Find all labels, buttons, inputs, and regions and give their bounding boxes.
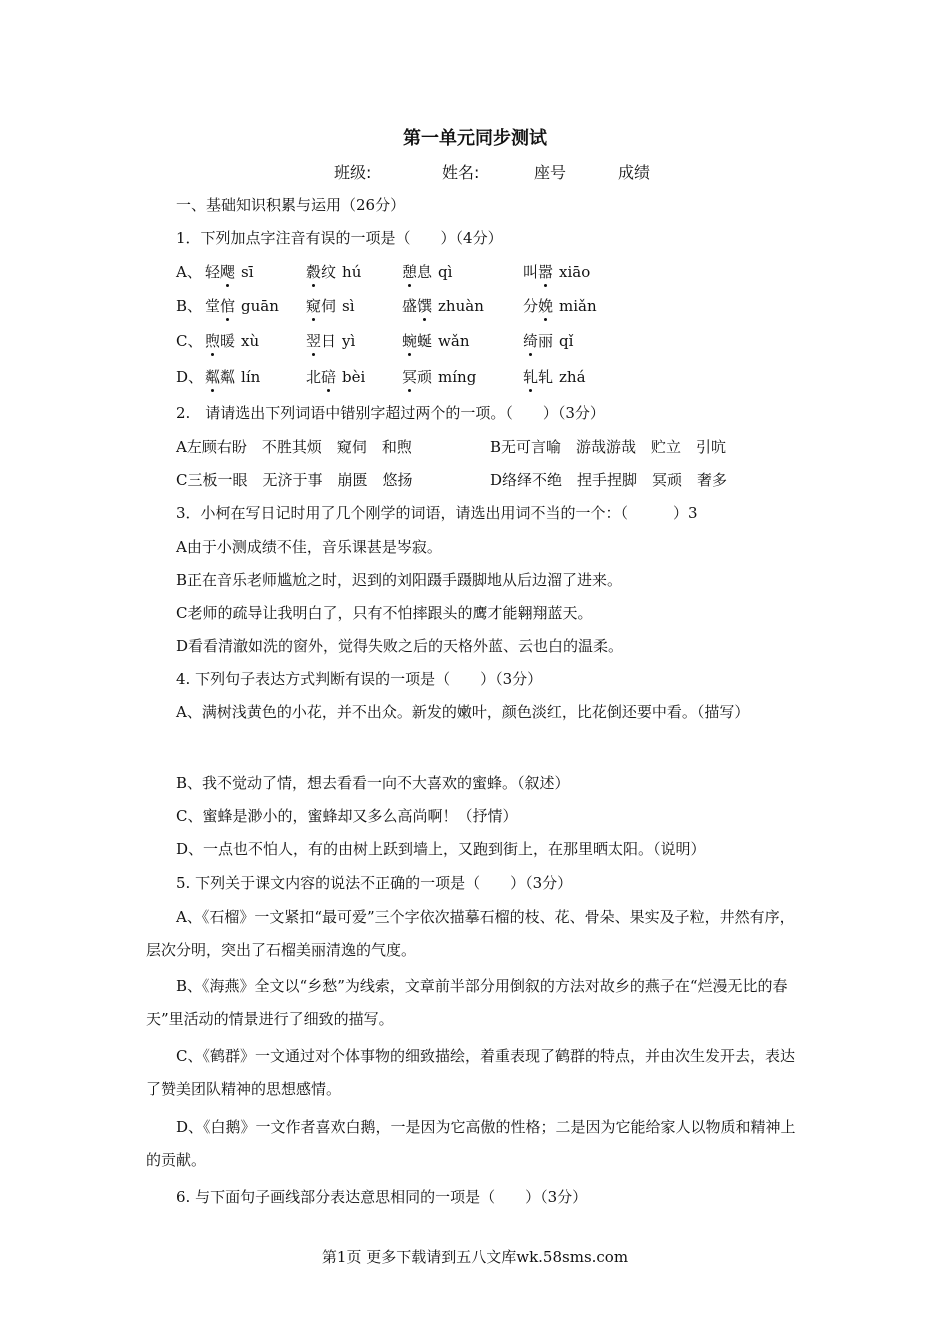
question-5-option-d-text: D、《白鹅》一文作者喜欢白鹅，一是因为它高傲的性格；二是因为它能给家人以物质和精神上的贡献。: [146, 1118, 796, 1169]
question-5-option-b-text: B、《海燕》全文以“乡愁”为线索，文章前半部分用倒叙的方法对故乡的燕子在“烂漫无比的春天”里活动的情景进行了细致的描写。: [146, 977, 788, 1028]
question-1-word: [306, 296, 355, 316]
word-prefix: 轻: [205, 263, 221, 281]
question-4-stem: 4. 下列句子表达方式判断有误的一项是（ ）（3分）: [176, 670, 543, 688]
question-2-option-a: A左顾右盼 不胜其烦 窥伺 和煦: [176, 438, 412, 456]
question-1-word: [523, 367, 586, 387]
dotted-character: 窥: [306, 297, 322, 315]
dotted-character: 轧: [523, 368, 539, 386]
dotted-character: 碚: [321, 368, 337, 386]
dotted-character: 馔: [417, 297, 433, 315]
word-suffix: 顽: [417, 368, 433, 386]
question-1-word: [402, 331, 469, 351]
question-5-stem: 5. 下列关于课文内容的说法不正确的一项是（ ）（3分）: [176, 874, 573, 892]
pinyin: yì: [342, 332, 356, 350]
name-label: 姓名:: [442, 163, 480, 182]
question-3-option-a: A由于小测成绩不佳，音乐课甚是岑寂。: [176, 538, 442, 556]
seat-label: 座号: [534, 163, 567, 182]
question-5-option-c: [146, 1040, 808, 1106]
section-heading: 一、基础知识积累与运用（26分）: [176, 196, 406, 214]
question-2-stem: 2. 请请选出下列词语中错别字超过两个的一项。（ ）（3分）: [176, 404, 605, 422]
word-suffix: 暖: [220, 332, 236, 350]
word-suffix: 息: [417, 263, 433, 281]
question-1-option-label: A、: [176, 263, 202, 281]
pinyin: hú: [342, 263, 362, 281]
question-2-option-b: B无可言喻 游哉游哉 贮立 引吭: [490, 438, 727, 456]
question-2-option-d: D络绎不绝 捏手捏脚 冥顽 奢多: [490, 471, 728, 489]
word-suffix: 伺: [321, 297, 337, 315]
word-suffix: 粼: [220, 368, 236, 386]
question-1-word: [402, 262, 452, 282]
question-6-stem: 6. 与下面句子画线部分表达意思相同的一项是（ ）（3分）: [176, 1188, 588, 1206]
question-1-word: [402, 367, 476, 387]
word-suffix: 日: [321, 332, 337, 350]
pinyin: zhuàn: [438, 297, 484, 315]
question-1-word: [306, 367, 365, 387]
word-suffix: 纹: [321, 263, 337, 281]
dotted-character: 煦: [205, 332, 221, 350]
word-prefix: 堂: [205, 297, 221, 315]
question-1-word: [205, 296, 279, 316]
pinyin: sì: [342, 297, 355, 315]
question-1-word: [205, 367, 260, 387]
pinyin: lín: [241, 368, 261, 386]
question-1-word: [306, 331, 355, 351]
word-prefix: 北: [306, 368, 322, 386]
question-1-word: [205, 262, 254, 282]
pinyin: míng: [438, 368, 477, 386]
dotted-character: 嚣: [538, 263, 554, 281]
pinyin: miǎn: [559, 297, 597, 315]
dotted-character: 娩: [538, 297, 554, 315]
dotted-character: 粼: [205, 368, 221, 386]
question-5-option-c-text: C、《鹤群》一文通过对个体事物的细致描绘，着重表现了鹤群的特点，并由次生发开去，表达了赞美团队精神的思想感情。: [146, 1047, 795, 1098]
word-prefix: 叫: [523, 263, 539, 281]
question-1-stem: 1．下列加点字注音有误的一项是（ ）（4分）: [176, 229, 503, 247]
pinyin: zhá: [559, 368, 586, 386]
dotted-character: 飔: [220, 263, 236, 281]
question-3-option-b: B正在音乐老师尴尬之时，迟到的刘阳蹑手蹑脚地从后边溜了进来。: [176, 571, 623, 589]
question-3-stem: 3．小柯在写日记时用了几个刚学的词语，请选出用词不当的一个：（ ）3: [176, 504, 698, 522]
pinyin: bèi: [342, 368, 366, 386]
class-label: 班级:: [334, 163, 372, 182]
score-label: 成绩: [618, 163, 651, 182]
dotted-character: 冥: [402, 368, 418, 386]
dotted-character: 縠: [306, 263, 322, 281]
pinyin: xiāo: [559, 263, 591, 281]
question-5-option-d: [146, 1111, 808, 1177]
question-1-word: [402, 296, 484, 316]
word-suffix: 丽: [538, 332, 554, 350]
pinyin: qì: [438, 263, 453, 281]
dotted-character: 憩: [402, 263, 418, 281]
pinyin: guān: [241, 297, 279, 315]
question-3-option-c: C老师的疏导让我明白了，只有不怕摔跟头的鹰才能翱翔蓝天。: [176, 604, 593, 622]
question-5-option-a: [146, 901, 808, 967]
pinyin: xù: [241, 332, 260, 350]
question-2-option-c: C三板一眼 无济于事 崩匮 悠扬: [176, 471, 413, 489]
question-4-option-b: B、我不觉动了情，想去看看一向不大喜欢的蜜蜂。（叙述）: [176, 774, 570, 792]
dotted-character: 翌: [306, 332, 322, 350]
question-1-word: [306, 262, 361, 282]
question-1-word: [523, 262, 590, 282]
question-5-option-b: [146, 970, 808, 1036]
word-suffix: 蜒: [417, 332, 433, 350]
word-suffix: 轧: [538, 368, 554, 386]
page-footer: 第1页 更多下载请到五八文库wk.58sms.com: [321, 1248, 629, 1266]
page-title: 第一单元同步测试: [403, 128, 547, 149]
question-1-word: [523, 296, 597, 316]
word-prefix: 分: [523, 297, 539, 315]
pinyin: qǐ: [559, 332, 574, 350]
question-1-word: [523, 331, 573, 351]
question-4-option-d: D、一点也不怕人，有的由树上跃到墙上，又跑到街上，在那里晒太阳。（说明）: [176, 840, 706, 858]
question-1-option-label: D、: [176, 368, 204, 386]
question-1-option-label: B、: [176, 297, 203, 315]
pinyin: sī: [241, 263, 254, 281]
question-4-option-c: C、蜜蜂是渺小的，蜜蜂却又多么高尚啊！（抒情）: [176, 807, 518, 825]
dotted-character: 倌: [220, 297, 236, 315]
dotted-character: 绮: [523, 332, 539, 350]
question-3-option-d: D看看清澈如洗的窗外，觉得失败之后的天格外蓝、云也白的温柔。: [176, 637, 624, 655]
pinyin: wǎn: [438, 332, 470, 350]
word-prefix: 盛: [402, 297, 418, 315]
question-1-option-label: C、: [176, 332, 203, 350]
question-4-option-a-text: A、满树浅黄色的小花，并不出众。新发的嫩叶，颜色淡红，比花倒还要中看。（描写）: [176, 703, 750, 721]
question-5-option-a-text: A、《石榴》一文紧扣“最可爱”三个字依次描摹石榴的枝、花、骨朵、果实及子粒，井然有序，层次分明，突出了石榴美丽清逸的气度。: [146, 908, 795, 959]
question-1-word: [205, 331, 259, 351]
dotted-character: 蜿: [402, 332, 418, 350]
question-4-option-a: [146, 696, 808, 729]
